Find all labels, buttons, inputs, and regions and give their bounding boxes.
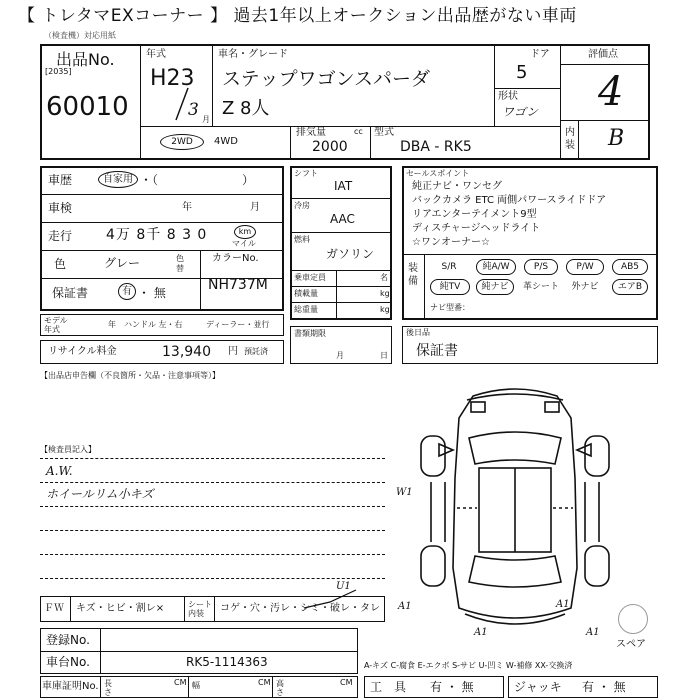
recycle-note: 預託済 bbox=[244, 347, 268, 356]
expiry-month: 月 bbox=[336, 351, 344, 360]
payload-label: 積載量 bbox=[294, 289, 318, 298]
shift-value: IAT bbox=[334, 179, 353, 193]
name-label: 車名・グレード bbox=[218, 49, 288, 60]
weight-label: 総重量 bbox=[294, 305, 318, 314]
drive-2wd: 2WD bbox=[160, 134, 204, 150]
slash-mark bbox=[172, 86, 192, 122]
mark-a1-bottom-left: A1 bbox=[474, 627, 488, 638]
weight-unit: kg bbox=[380, 305, 390, 314]
damage-legend: A-キズ C-腐食 E-エクボ S-サビ U-凹ミ W-補修 XX-交換済 bbox=[364, 661, 573, 670]
equip-leather: 革シート bbox=[522, 282, 559, 292]
shape-value: ワゴン bbox=[502, 105, 539, 119]
model-value: DBA - RK5 bbox=[400, 139, 472, 155]
mark-a1-bottom-right: A1 bbox=[586, 627, 600, 638]
equip-ab: AB5 bbox=[612, 259, 648, 275]
shaken-label: 車検 bbox=[48, 201, 73, 215]
lot-number: 60010 bbox=[46, 92, 129, 122]
fw-items: キズ・ヒビ・割レ× bbox=[76, 603, 165, 614]
color-sub-label: 色替 bbox=[176, 254, 184, 273]
mileage-unit2: マイル bbox=[232, 239, 256, 248]
sales-line-5: ☆ワンオーナー☆ bbox=[412, 237, 490, 248]
mileage-label: 走行 bbox=[48, 229, 73, 243]
equip-ps: P/S bbox=[524, 259, 558, 275]
annotation-arrow bbox=[300, 588, 360, 612]
score-value: 4 bbox=[598, 69, 624, 115]
history-rest: ・（ ） bbox=[140, 173, 255, 187]
sales-line-3: リアエンターテイメント9型 bbox=[412, 209, 537, 220]
capacity-unit: 名 bbox=[380, 273, 388, 282]
color-value: グレー bbox=[104, 256, 141, 270]
fw-items-2: コゲ・穴・汚レ・シミ・破レ・タレ bbox=[220, 603, 380, 614]
tools-value: 有 ・ 無 bbox=[430, 680, 474, 694]
chassis-value: RK5-1114363 bbox=[186, 655, 268, 669]
expiry-day: 日 bbox=[380, 351, 388, 360]
history-label: 車歴 bbox=[48, 173, 73, 187]
jack-value: 有 ・ 無 bbox=[582, 680, 626, 694]
certificate-len: 長さ bbox=[104, 679, 112, 697]
certificate-height: 高さ bbox=[276, 679, 284, 697]
later-value: 保証書 bbox=[416, 343, 458, 359]
mileage-unit: km bbox=[234, 225, 256, 239]
certificate-label: 車庫証明No. bbox=[42, 681, 99, 692]
drive-4wd: 4WD bbox=[214, 136, 238, 147]
certificate-cm-2: CM bbox=[258, 678, 271, 687]
color-code-label: カラーNo. bbox=[212, 253, 259, 264]
sales-line-2: バックカメラ ETC 両側パワースライドドア bbox=[412, 195, 607, 206]
model-label: 型式 bbox=[374, 127, 394, 138]
nenshiki-label: 年式 bbox=[146, 49, 166, 60]
model-year-dealer: ディーラー・並行 bbox=[206, 320, 270, 329]
registration-label: 登録No. bbox=[46, 633, 90, 647]
spare-tire-icon bbox=[618, 604, 648, 634]
banner: 【 トレタマEXコーナー 】 過去1年以上オークション出品歴がない車両 bbox=[18, 6, 577, 26]
expiry-label: 書類期限 bbox=[294, 329, 326, 338]
score-label: 評価点 bbox=[588, 49, 618, 60]
mark-a1-right: A1 bbox=[556, 599, 570, 610]
recycle-label: リサイクル料金 bbox=[48, 346, 117, 357]
sales-line-4: ディスチャージヘッドライト bbox=[412, 223, 541, 234]
equip-awheel: 純A/W bbox=[476, 259, 516, 275]
payload-unit: kg bbox=[380, 289, 390, 298]
warranty-value: 有 bbox=[118, 283, 136, 300]
certificate-cm-1: CM bbox=[174, 678, 187, 687]
later-label: 後日品 bbox=[406, 328, 430, 337]
aircon-value: AAC bbox=[330, 212, 355, 226]
nenshiki-month: 3 bbox=[188, 100, 199, 120]
fw-seat-label: シート内装 bbox=[188, 600, 212, 618]
header-note: （検査機）対応用紙 bbox=[44, 31, 116, 40]
color-code: NH737M bbox=[208, 277, 268, 293]
lot-stamp: [2035] bbox=[45, 67, 72, 76]
tools-label: 工 具 bbox=[370, 680, 407, 694]
aircon-label: 冷房 bbox=[294, 201, 310, 210]
model-year-handle: ハンドル 左・右 bbox=[124, 320, 183, 329]
color-label: 色 bbox=[54, 257, 67, 271]
fuel-label: 燃料 bbox=[294, 235, 310, 244]
equip-extnavi: 外ナビ bbox=[571, 282, 599, 292]
car-grade: Z 8人 bbox=[222, 98, 270, 119]
equip-pw: P/W bbox=[566, 259, 604, 275]
equipment-label: 装備 bbox=[408, 263, 418, 287]
sales-label: セールスポイント bbox=[406, 169, 470, 178]
recycle-value: 13,940 bbox=[162, 344, 211, 360]
shaken-month: 月 bbox=[250, 202, 260, 213]
interior-value: B bbox=[608, 126, 625, 151]
car-name: ステップワゴンスパーダ bbox=[222, 68, 431, 90]
equip-tv: 純TV bbox=[430, 279, 470, 295]
shape-label: 形状 bbox=[498, 91, 518, 102]
door-value: 5 bbox=[516, 62, 528, 83]
mark-a1-left: A1 bbox=[398, 601, 412, 612]
history-value: 自家用 bbox=[98, 171, 138, 188]
inspector-line-1: A.W. bbox=[46, 464, 73, 478]
shift-label: シフト bbox=[294, 169, 318, 178]
equip-airbag: エアB bbox=[612, 279, 648, 295]
model-year-year: 年 bbox=[108, 320, 116, 329]
sales-line-1: 純正ナビ・ワンセグ bbox=[412, 181, 502, 192]
mileage-value: 4万 8千 8 3 0 bbox=[106, 227, 208, 243]
interior-label: 内装 bbox=[565, 127, 575, 151]
recycle-unit: 円 bbox=[228, 346, 238, 357]
inspector-label: 【検査員記入】 bbox=[40, 445, 96, 454]
nenshiki-year: H23 bbox=[150, 66, 195, 91]
fw-label: ＦＷ bbox=[44, 603, 64, 614]
warranty-rest: ・ 無 bbox=[138, 286, 166, 300]
equip-navi: 純ナビ bbox=[476, 279, 514, 295]
certificate-width: 幅 bbox=[192, 681, 200, 690]
spare-label: スペア bbox=[616, 639, 646, 650]
inspector-line-2: ホイールリム小キズ bbox=[46, 487, 154, 501]
equip-sr: S/R bbox=[441, 262, 457, 272]
door-label: ドア bbox=[530, 49, 550, 60]
mark-u1: U1 bbox=[336, 581, 351, 592]
nav-model-label: ナビ型番： bbox=[430, 303, 470, 312]
capacity-label: 乗車定員 bbox=[294, 273, 326, 282]
nenshiki-month-unit: 月 bbox=[202, 115, 210, 124]
shaken-year: 年 bbox=[182, 202, 192, 213]
lot-label: 出品No. bbox=[56, 50, 115, 69]
certificate-cm-3: CM bbox=[340, 678, 353, 687]
model-year-label: モデル年式 bbox=[44, 316, 68, 334]
displacement-unit: cc bbox=[354, 127, 363, 136]
fuel-value: ガソリン bbox=[326, 247, 375, 261]
jack-label: ジャッキ bbox=[514, 680, 562, 694]
warranty-label: 保証書 bbox=[52, 286, 89, 300]
chassis-label: 車台No. bbox=[46, 655, 90, 669]
displacement-value: 2000 bbox=[312, 139, 348, 155]
mark-w1: W1 bbox=[396, 487, 413, 498]
declaration-label: 【出品店申告欄（不良箇所・欠品・注意事項等）】 bbox=[40, 371, 220, 380]
displacement-label: 排気量 bbox=[296, 127, 326, 138]
car-diagram bbox=[395, 378, 635, 644]
